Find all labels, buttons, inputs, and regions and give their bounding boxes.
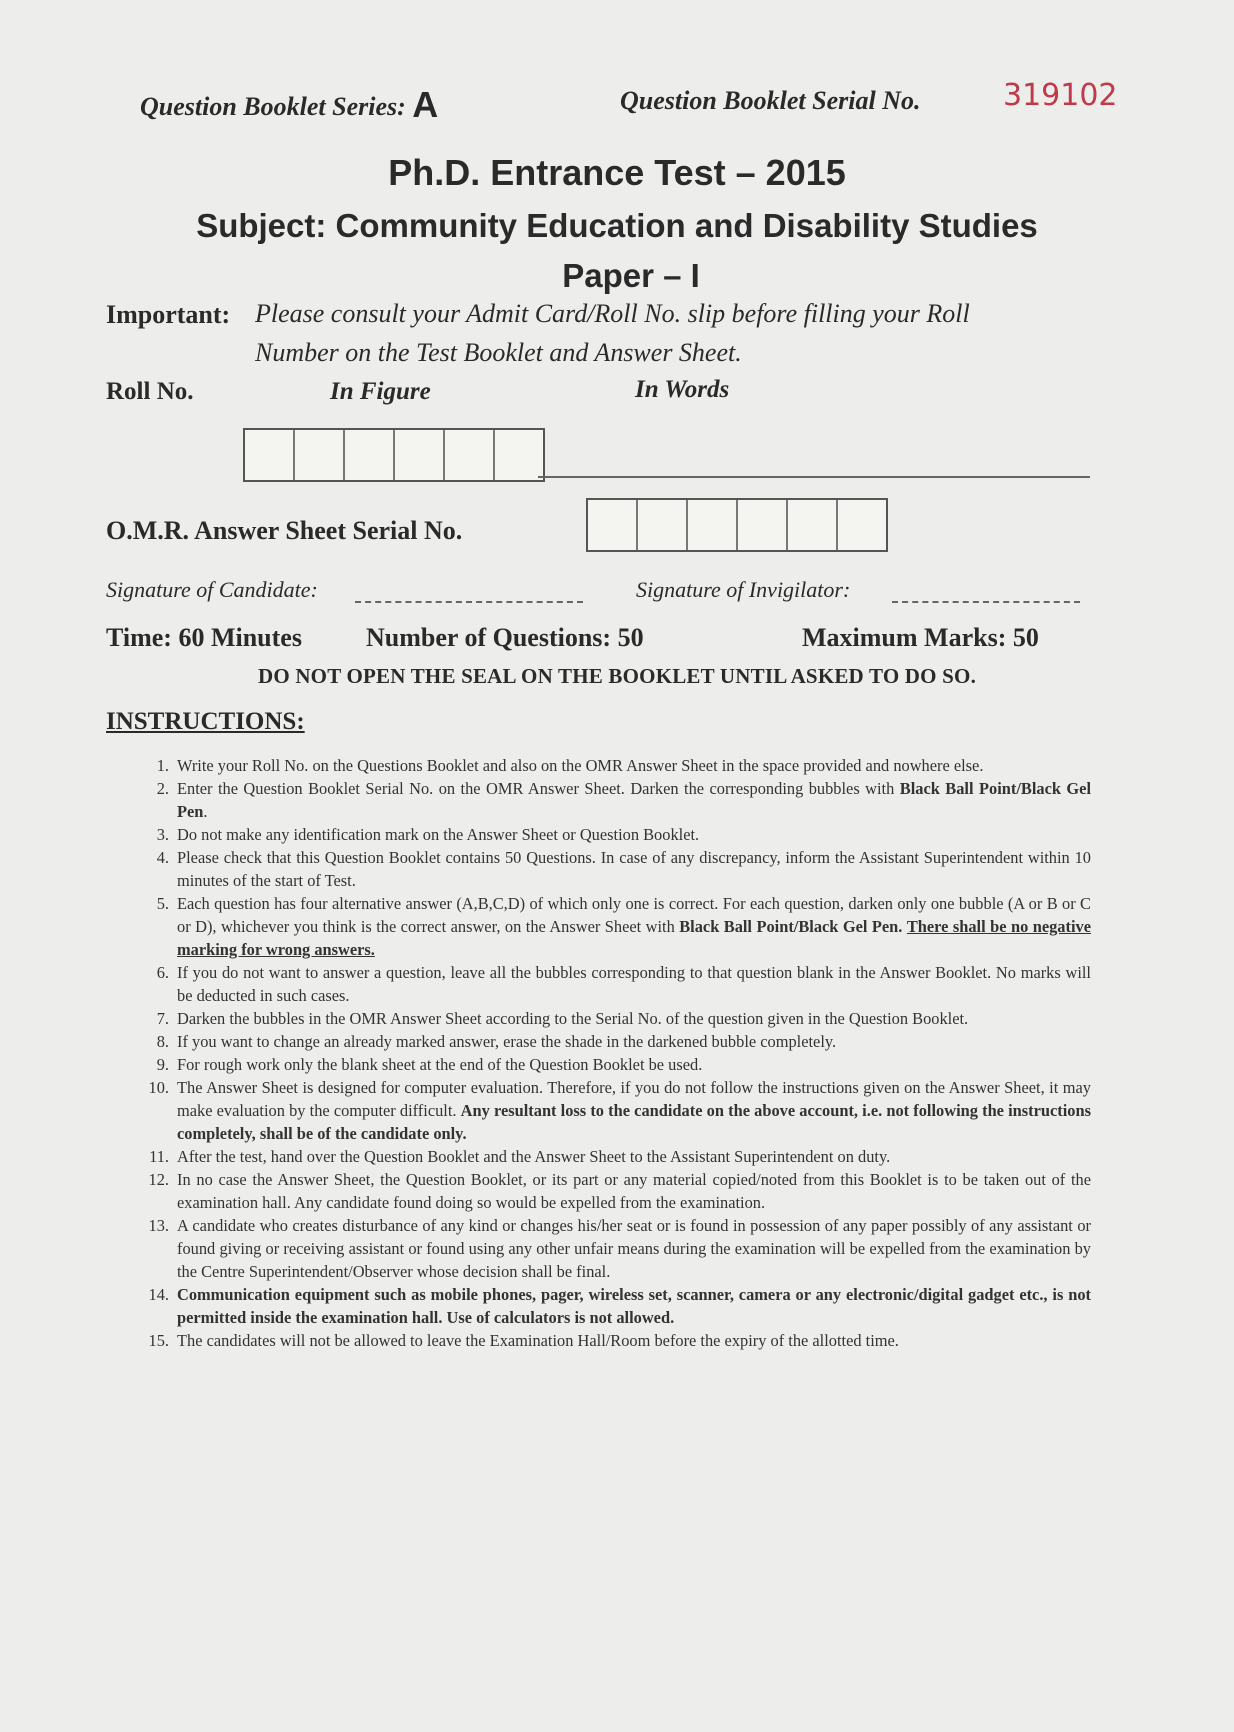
important-text-line2: Number on the Test Booklet and Answer Sheet. bbox=[255, 338, 742, 367]
invigilator-signature-label: Signature of Invigilator: bbox=[636, 577, 851, 602]
question-count: Number of Questions: 50 bbox=[366, 623, 644, 652]
instruction-item: 7. Darken the bubbles in the OMR Answer Sheet according to the Serial No. of the question given in the Question Booklet. bbox=[156, 1009, 969, 1028]
roll-label: Roll No. bbox=[106, 378, 194, 405]
invigilator-signature-line[interactable] bbox=[892, 601, 1080, 603]
omr-digit-box[interactable] bbox=[738, 500, 788, 550]
series-line bbox=[140, 84, 438, 126]
omr-digit-box[interactable] bbox=[638, 500, 688, 550]
series-label: Question Booklet Series: bbox=[140, 92, 406, 121]
roll-in-words-line[interactable] bbox=[538, 476, 1090, 478]
roll-digit-box[interactable] bbox=[395, 430, 445, 480]
instructions-list bbox=[148, 754, 1091, 1352]
instruction-item: 11. After the test, hand over the Question Booklet and the Answer Sheet to the Assistant Superintendent on duty. bbox=[149, 1147, 891, 1166]
in-words-label: In Words bbox=[635, 376, 730, 403]
roll-digit-box[interactable] bbox=[445, 430, 495, 480]
important-label: Important: bbox=[106, 300, 231, 329]
time-info: Time: 60 Minutes bbox=[106, 623, 302, 652]
important-text-line1: Please consult your Admit Card/Roll No. slip before filling your Roll bbox=[255, 299, 970, 328]
omr-digit-box[interactable] bbox=[788, 500, 838, 550]
instruction-item: 5. Each question has four alternative answer (A,B,C,D) of which only one is correct. For each question, darken only one bubble (A or B or C or D), whichever you think is the correct answer, on the Answer Sheet with Black Ball Point/Black Gel Pen. There shall be no negative marking for wrong answers. bbox=[156, 894, 1091, 959]
maximum-marks: Maximum Marks: 50 bbox=[802, 623, 1039, 652]
candidate-signature-line[interactable] bbox=[355, 601, 583, 603]
candidate-signature-label: Signature of Candidate: bbox=[106, 577, 318, 602]
instruction-item: 2. Enter the Question Booklet Serial No. on the OMR Answer Sheet. Darken the corresponding bubbles with Black Ball Point/Black Gel Pen. bbox=[156, 779, 1091, 821]
roll-digit-box[interactable] bbox=[495, 430, 543, 480]
roll-digit-box[interactable] bbox=[345, 430, 395, 480]
omr-serial-boxes[interactable] bbox=[586, 498, 888, 552]
instruction-item: 4. Please check that this Question Booklet contains 50 Questions. In case of any discrepancy, inform the Assistant Superintendent within 10 minutes of the start of Test. bbox=[156, 848, 1091, 890]
roll-digit-box[interactable] bbox=[295, 430, 345, 480]
instruction-item: 14. Communication equipment such as mobile phones, pager, wireless set, scanner, camera or any electronic/digital gadget etc., is not permitted inside the examination hall. Use of calculators is not allowed. bbox=[148, 1285, 1091, 1327]
instruction-item: 1. Write your Roll No. on the Questions Booklet and also on the OMR Answer Sheet in the space provided and nowhere else. bbox=[156, 756, 984, 775]
omr-serial-label: O.M.R. Answer Sheet Serial No. bbox=[106, 516, 463, 545]
instruction-item: 6. If you do not want to answer a question, leave all the bubbles corresponding to that question blank in the Answer Booklet. No marks will be deducted in such cases. bbox=[156, 963, 1091, 1005]
omr-digit-box[interactable] bbox=[838, 500, 886, 550]
instruction-item: 15. The candidates will not be allowed to leave the Examination Hall/Room before the expiry of the allotted time. bbox=[148, 1331, 899, 1350]
seal-warning: DO NOT OPEN THE SEAL ON THE BOOKLET UNTIL ASKED TO DO SO. bbox=[257, 664, 977, 688]
exam-title: Ph.D. Entrance Test – 2015 bbox=[388, 152, 846, 193]
instructions-heading: INSTRUCTIONS: bbox=[106, 708, 305, 735]
instruction-item: 3. Do not make any identification mark on the Answer Sheet or Question Booklet. bbox=[156, 825, 700, 844]
series-value: A bbox=[412, 84, 439, 125]
instruction-item: 13. A candidate who creates disturbance of any kind or changes his/her seat or is found in possession of any paper possibly of any assistant or found giving or receiving assistant or found using any other unfair means during the examination will be expelled from the examination by the Centre Superintendent/Observer whose decision shall be final. bbox=[148, 1216, 1091, 1281]
in-figure-label: In Figure bbox=[330, 378, 431, 405]
subject-title: Subject: Community Education and Disability Studies bbox=[196, 207, 1038, 244]
instruction-item: 9. For rough work only the blank sheet at the end of the Question Booklet be used. bbox=[156, 1055, 703, 1074]
omr-digit-box[interactable] bbox=[688, 500, 738, 550]
omr-digit-box[interactable] bbox=[588, 500, 638, 550]
instruction-item: 10. The Answer Sheet is designed for computer evaluation. Therefore, if you do not follow the instructions given on the Answer Sheet, it may make evaluation by the computer difficult. Any resultant loss to the candidate on the above account, i.e. not following the instructions completely, shall be of the candidate only. bbox=[148, 1078, 1091, 1143]
serial-number: 319102 bbox=[1003, 78, 1118, 113]
roll-number-boxes[interactable] bbox=[243, 428, 545, 482]
serial-label: Question Booklet Serial No. bbox=[620, 86, 921, 115]
instruction-item: 8. If you want to change an already marked answer, erase the shade in the darkened bubble completely. bbox=[156, 1032, 837, 1051]
instruction-item: 12. In no case the Answer Sheet, the Question Booklet, or its part or any material copied/noted from this Booklet is to be taken out of the examination hall. Any candidate found doing so would be expelled from the examination. bbox=[148, 1170, 1091, 1212]
roll-digit-box[interactable] bbox=[245, 430, 295, 480]
paper-title: Paper – I bbox=[562, 257, 700, 294]
